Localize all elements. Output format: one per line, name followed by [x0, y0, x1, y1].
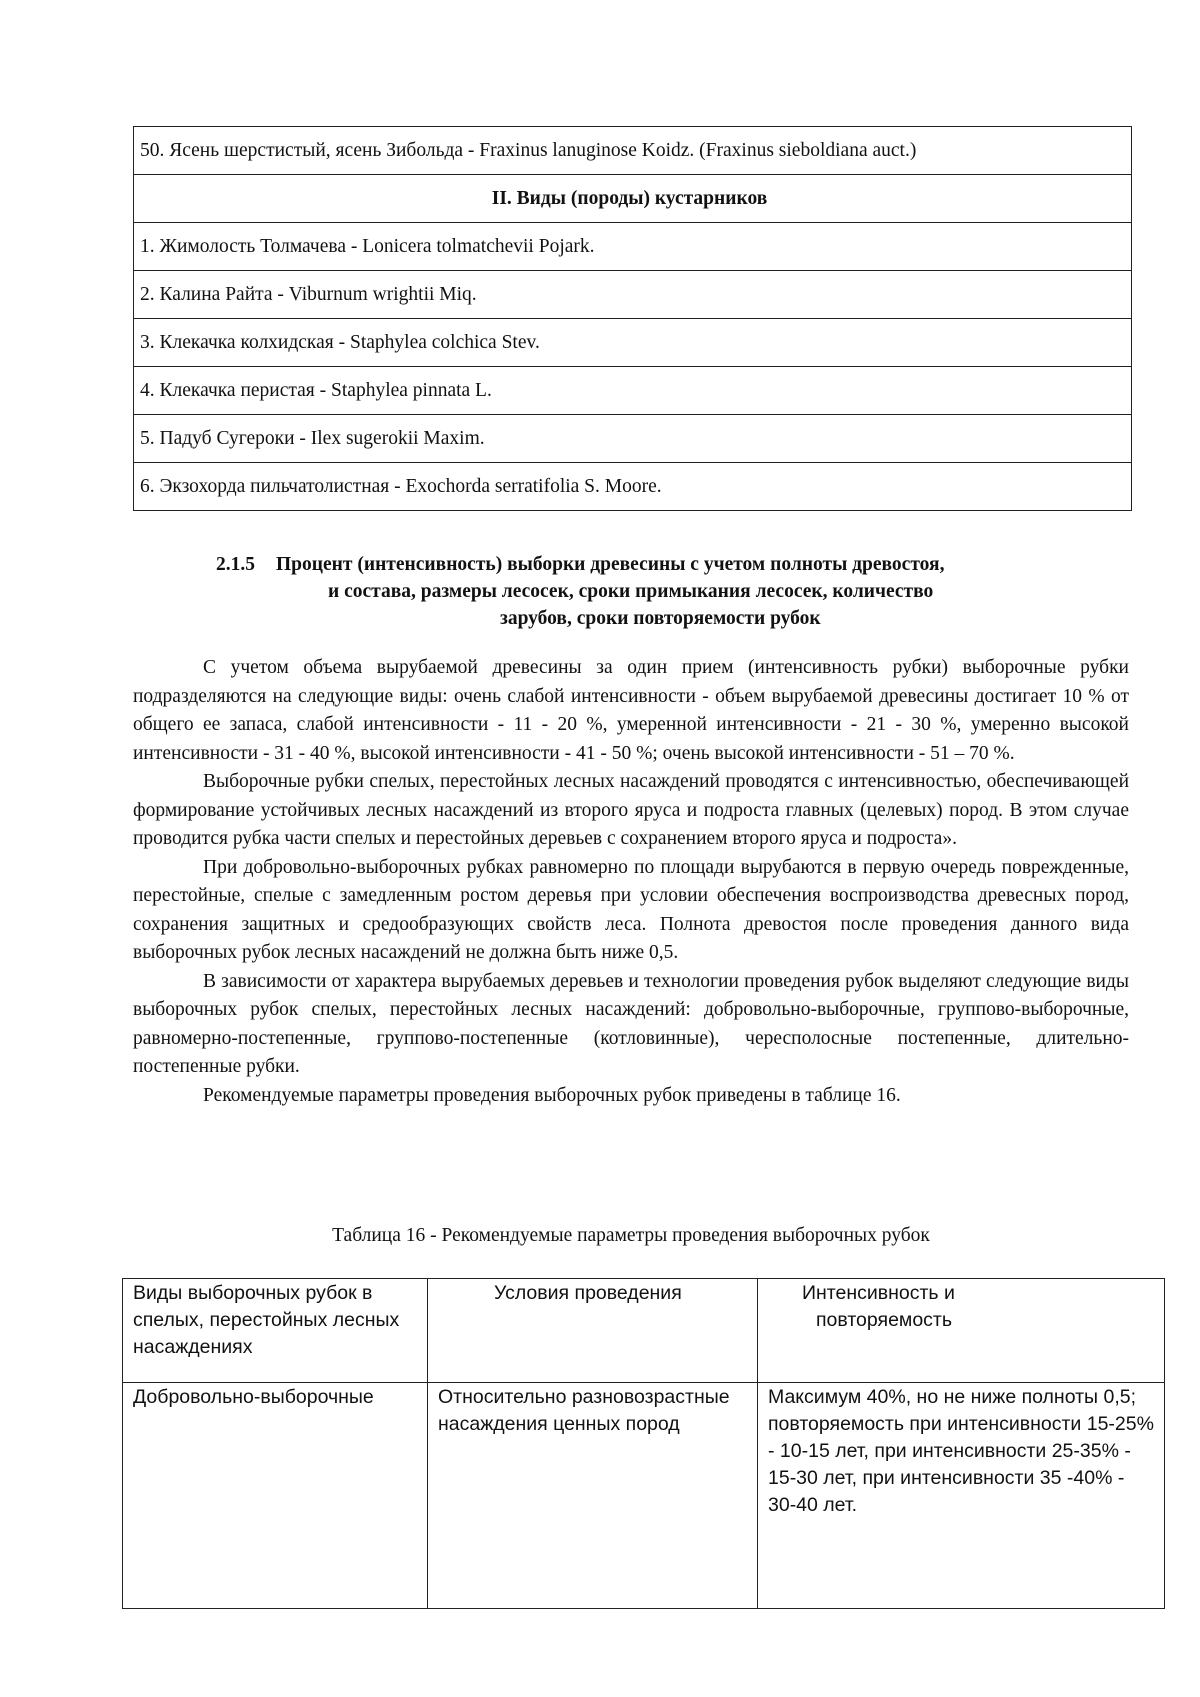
body-text [133, 654, 1129, 1110]
cell-intensity: Максимум 40%, но не ниже полноты 0,5; повторяемость при интенсивности 15-25% - 10-15 лет, при интенсивности 25-35% - 15-30 лет, при интенсивности 35 -40% - 30-40 лет. [758, 1383, 1165, 1609]
species-table [133, 126, 1132, 511]
species-item: 3. Клекачка колхидская - Staphylea colchica Stev. [134, 319, 1132, 367]
table-row [134, 319, 1132, 367]
cell-conditions: Относительно разновозрастные насаждения ценных пород [428, 1383, 758, 1609]
column-header-intensity-line-1: Интенсивность и [802, 1282, 955, 1304]
paragraph-cutting-kinds: В зависимости от характера вырубаемых деревьев и технологии проведения рубок выделяют следующие виды выборочных рубок спелых, перестойных лесных насаждений: добровольно-выборочные, группово-выборочные, равномерно-постепенные, группово-постепенные (котловинные), чересполосные постепенные, длительно-постепенные рубки. [133, 970, 1129, 1077]
species-item: 6. Экзохорда пильчатолистная - Exochorda serratifolia S. Moore. [134, 463, 1132, 511]
table-row [123, 1383, 1165, 1609]
species-item: 50. Ясень шерстистый, ясень Зибольда - Fraxinus lanuginose Koidz. (Fraxinus sieboldiana auct.) [134, 127, 1132, 175]
shrubs-section-header: II. Виды (породы) кустарников [134, 175, 1132, 223]
table-row [134, 271, 1132, 319]
paragraph-voluntary-selective: При добровольно-выборочных рубках равномерно по площади вырубаются в первую очередь поврежденные, перестойные, спелые с замедленным ростом деревья при условии обеспечения воспроизводства древесных пород, сохранения защитных и средообразующих свойств леса. Полнота древостоя после проведения данного вида выборочных рубок лесных насаждений не должна быть ниже 0,5. [133, 856, 1129, 963]
paragraph-table-reference: Рекомендуемые параметры проведения выборочных рубок приведены в таблице 16. [203, 1084, 901, 1106]
paragraph-selective-cuttings: Выборочные рубки спелых, перестойных лесных насаждений проводятся с интенсивностью, обеспечивающей формирование устойчивых лесных насаждений из второго яруса и подроста главных (целевых) пород. В этом случае проводится рубка части спелых и перестойных деревьев с сохранением второго яруса и подроста». [133, 771, 1129, 849]
table-row [134, 223, 1132, 271]
table-row [134, 463, 1132, 511]
table-row [134, 415, 1132, 463]
section-title-line-3: зарубов, сроки повторяемости рубок [500, 608, 821, 629]
table-row [134, 127, 1132, 175]
parameters-table [122, 1278, 1165, 1609]
table-row [134, 175, 1132, 223]
section-heading [180, 551, 1140, 632]
column-header-intensity-line-2: повторяемость [816, 1309, 953, 1331]
species-item: 2. Калина Райта - Viburnum wrightii Miq. [134, 271, 1132, 319]
table-caption: Таблица 16 - Рекомендуемые параметры проведения выборочных рубок [332, 1225, 930, 1246]
column-header-conditions: Условия проведения [428, 1279, 758, 1383]
species-item: 4. Клекачка перистая - Staphylea pinnata L. [134, 367, 1132, 415]
table-header-row [123, 1279, 1165, 1383]
section-title-line-1: Процент (интенсивность) выборки древесины с учетом полноты древостоя, [276, 554, 945, 575]
table-row [134, 367, 1132, 415]
column-header-intensity [758, 1279, 1165, 1383]
species-item: 5. Падуб Сугероки - Ilex sugerokii Maxim. [134, 415, 1132, 463]
paragraph-intensity-types: С учетом объема вырубаемой древесины за один прием (интенсивность рубки) выборочные рубки подразделяются на следующие виды: очень слабой интенсивности - объем вырубаемой древесины достигает 10 % от общего ее запаса, слабой интенсивности - 11 - 20 %, умеренной интенсивности - 21 - 30 %, умеренно высокой интенсивности - 31 - 40 %, высокой интенсивности - 41 - 50 %; очень высокой интенсивности - 51 – 70 %. [133, 657, 1129, 764]
section-number: 2.1.5 [216, 554, 255, 575]
section-title-line-2: и состава, размеры лесосек, сроки примыкания лесосек, количество [328, 581, 934, 602]
cell-cutting-type: Добровольно-выборочные [123, 1383, 428, 1609]
species-item: 1. Жимолость Толмачева - Lonicera tolmatchevii Pojark. [134, 223, 1132, 271]
column-header-cutting-types: Виды выборочных рубок в спелых, перестойных лесных насаждениях [123, 1279, 428, 1383]
